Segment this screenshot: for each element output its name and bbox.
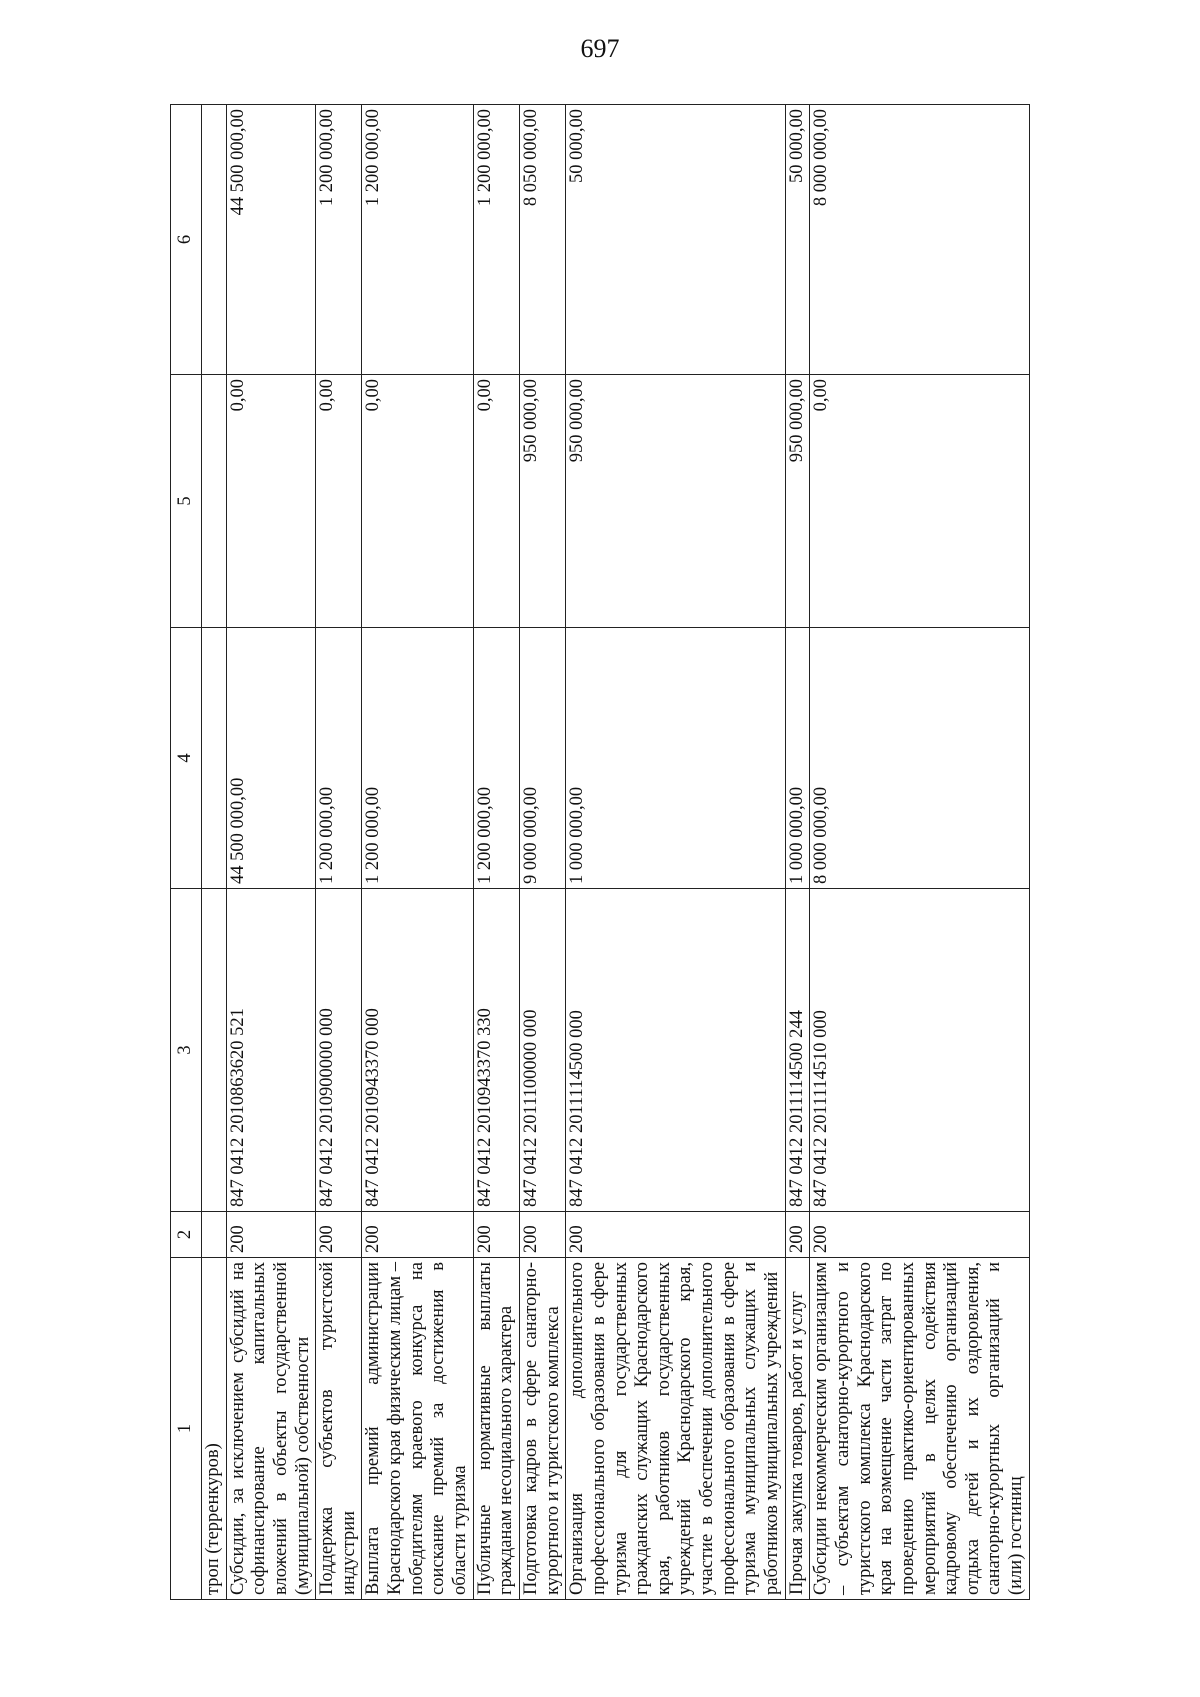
row-sum-col6: 50 000,00 xyxy=(785,105,810,375)
table-row xyxy=(519,105,565,1600)
table-row xyxy=(810,105,1029,1600)
row-name: Публичные нормативные выплаты гражданам несоциального характера xyxy=(473,1258,519,1600)
row-name: Прочая закупка товаров, работ и услуг xyxy=(785,1258,810,1600)
row-sum-col5: 950 000,00 xyxy=(519,375,565,628)
row-sum-col4: 1 200 000,00 xyxy=(316,628,362,889)
column-number: 6 xyxy=(171,105,202,375)
row-name: Субсидии, за исключением субсидий на софинансирование капитальных вложений в объекты государственной (муниципальной) собственности xyxy=(226,1258,316,1600)
row-code: 200 xyxy=(566,1212,785,1258)
row-name: Подготовка кадров в сфере санаторно-курортного и туристского комплекса xyxy=(519,1258,565,1600)
rotated-table-wrapper xyxy=(170,105,1027,1600)
row-code: 200 xyxy=(473,1212,519,1258)
column-number-row xyxy=(171,105,202,1600)
table-row xyxy=(362,105,473,1600)
row-sum-col6: 50 000,00 xyxy=(566,105,785,375)
row-sum-col5: 950 000,00 xyxy=(566,375,785,628)
row-kbk: 847 0412 2011114500 000 xyxy=(566,889,785,1212)
continuation-text: троп (терренкуров) xyxy=(202,1258,227,1600)
row-sum-col5: 0,00 xyxy=(473,375,519,628)
row-kbk: 847 0412 2010900000 000 xyxy=(316,889,362,1212)
page-number: 697 xyxy=(580,34,620,63)
row-sum-col4: 9 000 000,00 xyxy=(519,628,565,889)
table-row xyxy=(316,105,362,1600)
row-sum-col4: 1 000 000,00 xyxy=(566,628,785,889)
row-sum-col6: 44 500 000,00 xyxy=(226,105,316,375)
row-code: 200 xyxy=(519,1212,565,1258)
row-sum-col5: 0,00 xyxy=(362,375,473,628)
row-sum-col5: 950 000,00 xyxy=(785,375,810,628)
row-name: Поддержка субъектов туристской индустрии xyxy=(316,1258,362,1600)
row-kbk: 847 0412 2010863620 521 xyxy=(226,889,316,1212)
row-sum-col4: 1 000 000,00 xyxy=(785,628,810,889)
budget-table xyxy=(170,104,1030,1600)
row-sum-col6: 8 000 000,00 xyxy=(810,105,1029,375)
column-number: 2 xyxy=(171,1212,202,1258)
table-row xyxy=(226,105,316,1600)
row-code: 200 xyxy=(810,1212,1029,1258)
row-kbk: 847 0412 2010943370 000 xyxy=(362,889,473,1212)
row-kbk: 847 0412 2010943370 330 xyxy=(473,889,519,1212)
row-sum-col4: 44 500 000,00 xyxy=(226,628,316,889)
table-row xyxy=(785,105,810,1600)
row-kbk: 847 0412 2011114510 000 xyxy=(810,889,1029,1212)
row-sum-col5: 0,00 xyxy=(226,375,316,628)
column-number: 3 xyxy=(171,889,202,1212)
row-sum-col4: 1 200 000,00 xyxy=(362,628,473,889)
table-row xyxy=(473,105,519,1600)
column-number: 4 xyxy=(171,628,202,889)
table-row xyxy=(566,105,785,1600)
row-code: 200 xyxy=(785,1212,810,1258)
row-sum-col5: 0,00 xyxy=(316,375,362,628)
row-sum-col4: 1 200 000,00 xyxy=(473,628,519,889)
column-number: 1 xyxy=(171,1258,202,1600)
row-code: 200 xyxy=(362,1212,473,1258)
row-sum-col6: 1 200 000,00 xyxy=(473,105,519,375)
row-kbk: 847 0412 2011100000 000 xyxy=(519,889,565,1212)
row-sum-col4: 8 000 000,00 xyxy=(810,628,1029,889)
row-code: 200 xyxy=(226,1212,316,1258)
column-number: 5 xyxy=(171,375,202,628)
row-sum-col6: 1 200 000,00 xyxy=(362,105,473,375)
row-sum-col6: 1 200 000,00 xyxy=(316,105,362,375)
row-sum-col5: 0,00 xyxy=(810,375,1029,628)
row-name: Организация дополнительного профессионального образования в сфере туризма для государственных гражданских служащих Краснодарского края, работников государственных учреждений Краснодарского края, участие в обеспечении дополнительного профессионального образования в сфере туризма муниципальных служащих и работников муниципальных учреждений xyxy=(566,1258,785,1600)
row-kbk: 847 0412 2011114500 244 xyxy=(785,889,810,1212)
row-name: Выплата премий администрации Краснодарского края физическим лицам – победителям краевого конкурса на соискание премий за достижения в области туризма xyxy=(362,1258,473,1600)
row-name: Субсидии некоммерческим организациям – субъектам санаторно-курортного и туристского комплекса Краснодарского края на возмещение части затрат по проведению практико-ориентированных мероприятий в целях содействия кадровому обеспечению организаций отдыха детей и их оздоровления, санаторно-курортных организаций и (или) гостиниц xyxy=(810,1258,1029,1600)
row-sum-col6: 8 050 000,00 xyxy=(519,105,565,375)
row-code: 200 xyxy=(316,1212,362,1258)
continuation-row xyxy=(202,105,227,1600)
